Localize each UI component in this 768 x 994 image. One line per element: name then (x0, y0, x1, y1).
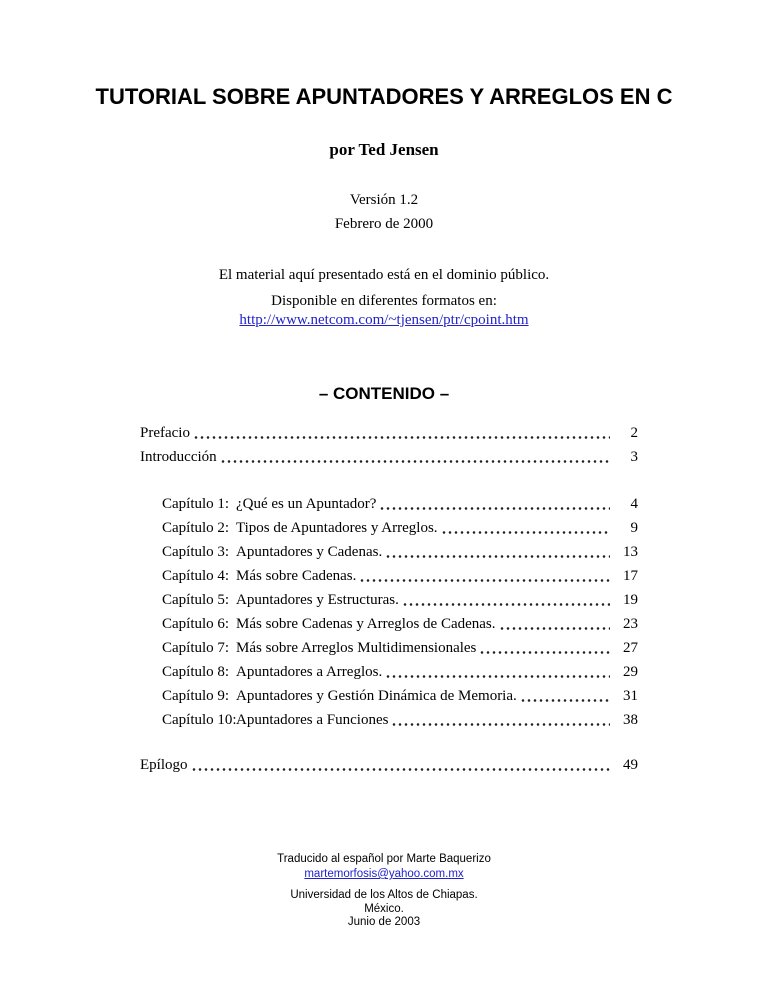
toc-entry-label: Capítulo 8: (162, 664, 230, 680)
dot-leader (391, 708, 610, 732)
toc-entry-title: Más sobre Arreglos Multidimensionales (236, 640, 477, 656)
toc-entry-page-number: 9 (630, 520, 638, 536)
toc-entry-page-number: 17 (623, 568, 638, 584)
toc-entry (140, 540, 638, 564)
toc-entry (140, 753, 638, 777)
author-byline: por Ted Jensen (329, 140, 439, 159)
toc-spacer (140, 469, 638, 492)
country-line: México. (364, 902, 404, 915)
dot-leader (220, 445, 610, 469)
institution-block (0, 889, 768, 930)
toc-entry-page-number: 19 (623, 592, 638, 608)
toc-entry-title: Prefacio (140, 425, 190, 441)
footer-date-line: Junio de 2003 (347, 916, 421, 928)
dot-leader (479, 636, 610, 660)
dot-leader (379, 492, 610, 516)
toc-entry-label: Capítulo 1: (162, 496, 230, 512)
toc-entry-title: Apuntadores y Estructuras. (236, 592, 399, 608)
dot-leader (193, 421, 610, 445)
toc-entry (140, 492, 638, 516)
toc-entry-title: Más sobre Cadenas. (236, 568, 357, 584)
toc-entry-title: Tipos de Apuntadores y Arreglos. (236, 520, 438, 536)
contents-heading: – CONTENIDO – (318, 384, 450, 403)
toc-spacer (140, 732, 638, 753)
translator-line: Traducido al español por Marte Baquerizo (277, 853, 491, 865)
toc-entry-label: Capítulo 3: (162, 544, 230, 560)
dot-leader (499, 612, 610, 636)
toc-entry-page-number: 2 (630, 425, 638, 441)
page-title: TUTORIAL SOBRE APUNTADORES Y ARREGLOS EN C (95, 84, 673, 109)
toc-entry (140, 636, 638, 660)
toc-entry (140, 708, 638, 732)
translation-footer (0, 852, 768, 930)
toc-entry-label: Capítulo 4: (162, 568, 230, 584)
dot-leader (385, 660, 610, 684)
toc-entry-page-number: 29 (623, 664, 638, 680)
toc-entry-title: Más sobre Cadenas y Arreglos de Cadenas. (236, 616, 496, 632)
university-line: Universidad de los Altos de Chiapas. (290, 889, 478, 901)
toc-entry-title: ¿Qué es un Apuntador? (236, 496, 377, 512)
toc-entry (140, 516, 638, 540)
dot-leader (441, 516, 610, 540)
toc-entry (140, 445, 638, 469)
version-block (0, 188, 768, 236)
toc-entry-title: Apuntadores y Cadenas. (236, 544, 383, 560)
version-line: Versión 1.2 (349, 192, 419, 208)
toc-entry (140, 612, 638, 636)
dot-leader (385, 540, 610, 564)
toc-entry-page-number: 13 (623, 544, 638, 560)
toc-entry-page-number: 3 (630, 449, 638, 465)
table-of-contents (140, 421, 638, 777)
toc-entry-label: Capítulo 6: (162, 616, 230, 632)
toc-entry-page-number: 23 (623, 616, 638, 632)
toc-entry-label: Capítulo 5: (162, 592, 230, 608)
toc-entry (140, 588, 638, 612)
toc-entry-page-number: 38 (623, 712, 638, 728)
toc-entry-label: Capítulo 9: (162, 688, 230, 704)
toc-entry (140, 421, 638, 445)
toc-entry-title: Apuntadores y Gestión Dinámica de Memoria. (236, 688, 517, 704)
toc-entry-page-number: 4 (630, 496, 638, 512)
date-line: Febrero de 2000 (334, 216, 434, 232)
toc-entry-label: Capítulo 7: (162, 640, 230, 656)
toc-entry-page-number: 49 (623, 757, 638, 773)
public-domain-block (0, 266, 768, 330)
public-domain-line: El material aquí presentado está en el dominio público. (218, 267, 550, 283)
toc-entry-page-number: 27 (623, 640, 638, 656)
toc-entry-title: Apuntadores a Funciones (236, 712, 389, 728)
toc-entry (140, 564, 638, 588)
toc-entry-label: Capítulo 10: (162, 712, 237, 728)
dot-leader (359, 564, 610, 588)
dot-leader (191, 753, 611, 777)
toc-entry-title: Introducción (140, 449, 217, 465)
toc-entry-title: Apuntadores a Arreglos. (236, 664, 383, 680)
dot-leader (402, 588, 610, 612)
translator-email-link[interactable]: martemorfosis@yahoo.com.mx (304, 868, 464, 880)
toc-entry-label: Capítulo 2: (162, 520, 230, 536)
toc-entry (140, 660, 638, 684)
formats-line: Disponible en diferentes formatos en: (271, 293, 497, 309)
content-url-link[interactable]: http://www.netcom.com/~tjensen/ptr/cpoint.htm (239, 312, 529, 328)
toc-entry-page-number: 31 (623, 688, 638, 704)
toc-entry-title: Epílogo (140, 757, 188, 773)
dot-leader (520, 684, 610, 708)
toc-entry (140, 684, 638, 708)
